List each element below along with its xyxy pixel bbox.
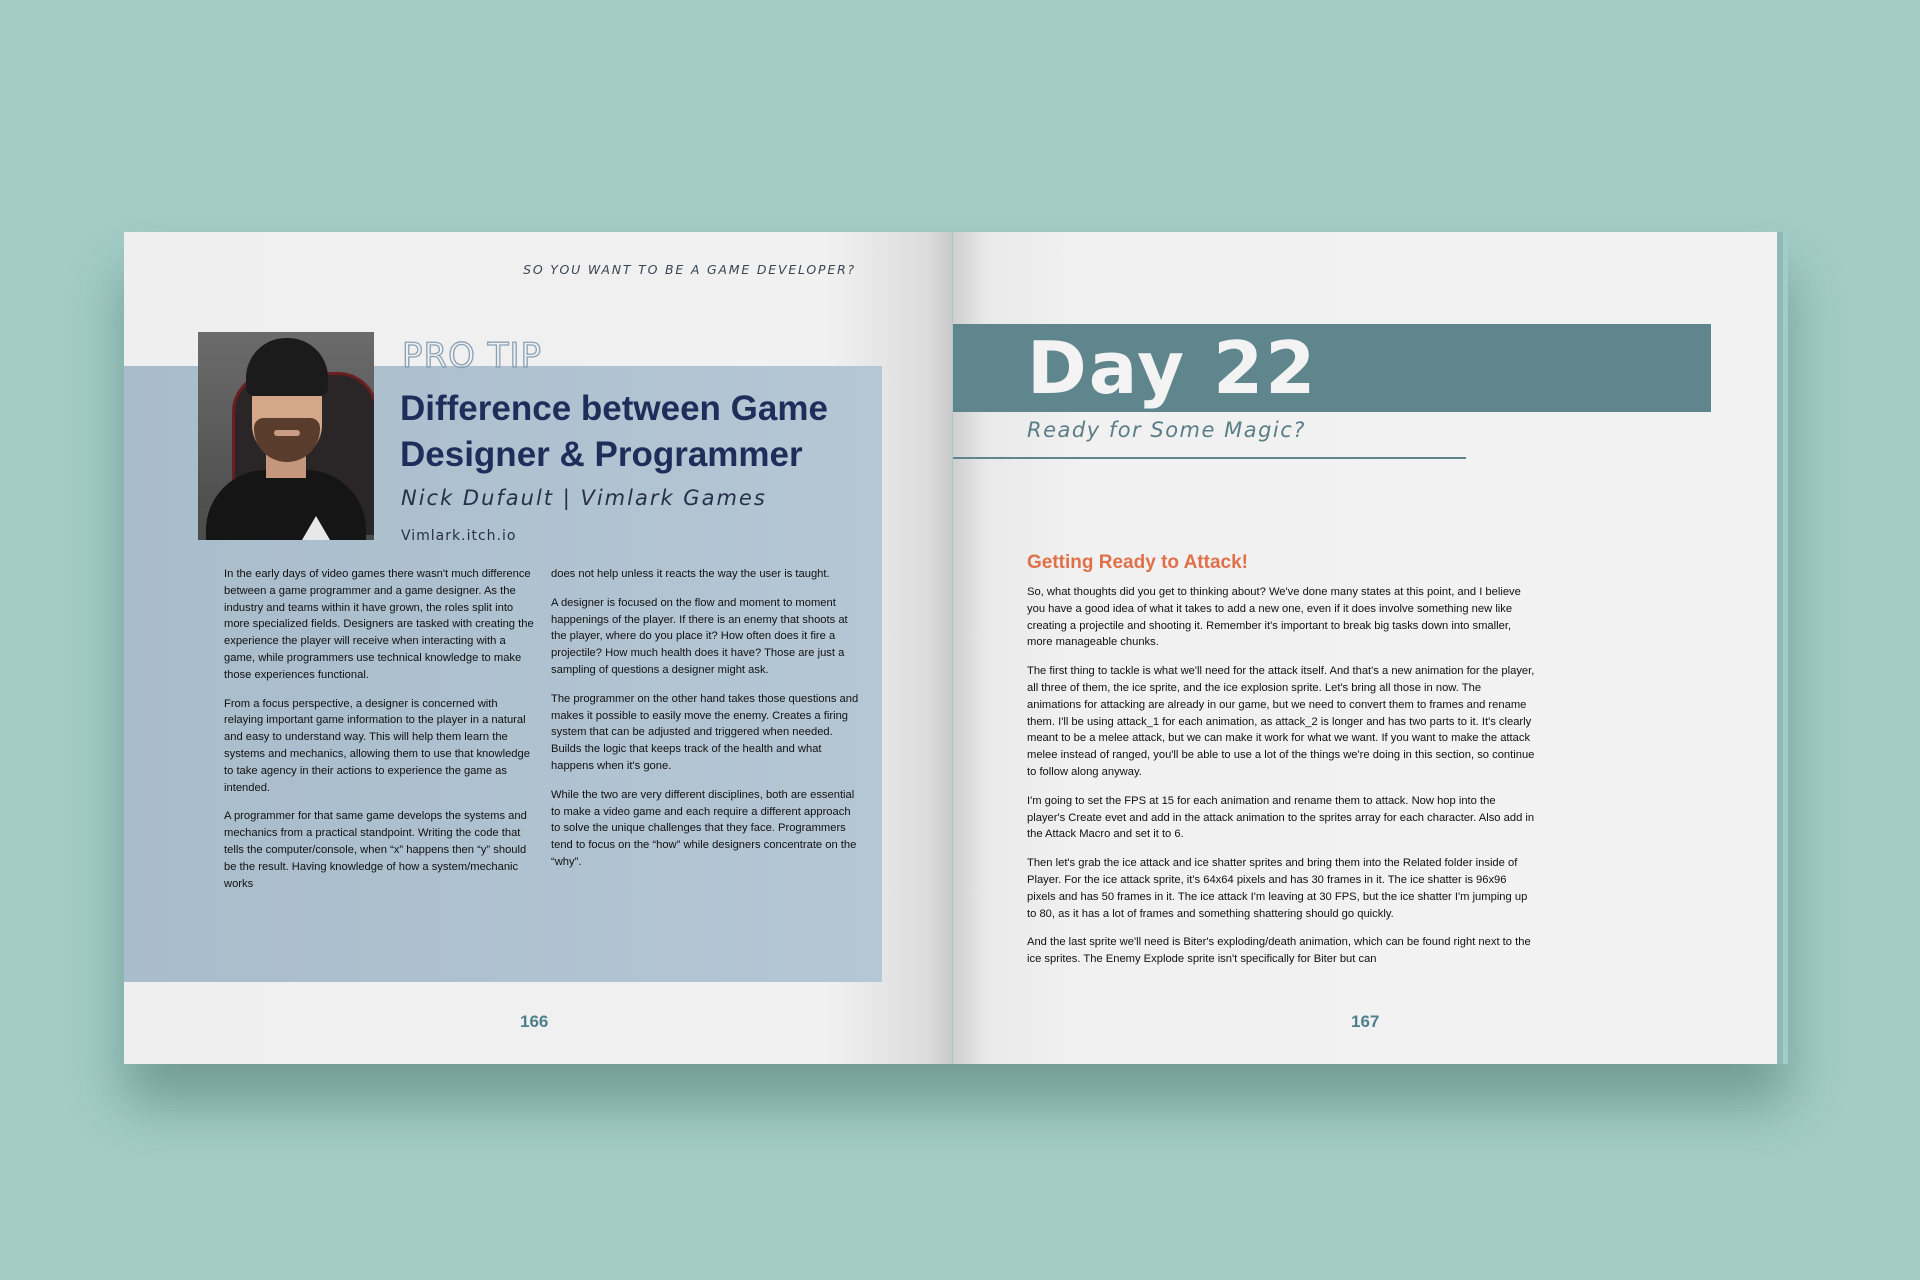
pro-tip-column-1 [224,566,534,904]
paragraph: While the two are very different disciplines, both are essential to make a video game and each require a different approach to solve the unique challenges that they face. Programmers tend to focus on the “how” while designers concentrate on the “why”. [551,788,857,868]
paragraph: In the early days of video games there wasn't much difference between a game programmer and a game designer. As the industry and teams within it have grown, the roles split into more specialized fields. Designers are tasked with creating the experience the player will receive when interacting with a game, while programmers use technical knowledge to make those experiences functional. [224,568,534,681]
paragraph: A designer is focused on the flow and moment to moment happenings of the player. If there is an enemy that shoots at the player, where do you place it? How often does it fire a projectile? How much health does it have? Those are just a sampling of questions a designer might ask. [551,596,848,676]
subtitle-rule [953,457,1466,459]
author-photo [198,332,374,540]
shirt-logo-icon [302,516,330,540]
day-subtitle: Ready for Some Magic? [1027,418,1306,442]
pro-tip-url: Vimlark.itch.io [401,528,517,544]
paragraph: The programmer on the other hand takes those questions and makes it possible to easily move the enemy. Creates a firing system that can be adjusted and triggered when needed. Builds the logic that keeps track of the health and what happens when it's gone. [551,692,859,772]
paragraph: I'm going to set the FPS at 15 for each animation and rename them to attack. Now hop into the player's Create evet and add in the attack animation to the sprites array for each character. Also add in the Attack Macro and set it to 6. [1027,794,1535,841]
running-head: SO YOU WANT TO BE A GAME DEVELOPER? [523,262,856,277]
day-title: Day 22 [1027,326,1318,410]
paragraph: So, what thoughts did you get to thinking about? We've done many states at this point, and I believe you have a good idea of what it takes to add a new one, even if it does involve something new like creating a projectile and shooting it. Remember it's important to break big tasks down into smaller, more manageable chunks. [1027,586,1521,649]
page-number-right: 167 [1351,1012,1380,1031]
paragraph: The first thing to tackle is what we'll need for the attack itself. And that's a new animation for the player, all three of them, the ice sprite, and the ice explosion sprite. Let's bring all those in now. The animations for attacking are already in our game, but we need to convert them to frames and rename them. I'll be using attack_1 for each animation, as attack_2 is longer and has two parts to it. It's clearly meant to be a melee attack, but we can make it work for what we want. If you want to make the attack melee instead of ranged, you'll be able to use a lot of the things we're doing in this section, so continue to follow along anyway. [1027,665,1535,778]
paragraph: From a focus perspective, a designer is concerned with relaying important game information to the player in a natural and easy to understand way. This will help them learn the systems and mechanics, allowing them to use that knowledge to take agency in their actions to experience the game as intended. [224,697,530,794]
pro-tip-author: Nick Dufault | Vimlark Games [401,486,767,510]
paragraph: And the last sprite we'll need is Biter's exploding/death animation, which can be found right next to the ice sprites. The Enemy Explode sprite isn't specifically for Biter but can [1027,936,1531,966]
paragraph: does not help unless it reacts the way the user is taught. [551,568,830,580]
pro-tip-label: PRO TIP [402,336,542,376]
pro-tip-title: Difference between Game Designer & Programmer [400,389,828,474]
section-heading: Getting Ready to Attack! [1027,552,1248,573]
right-page [953,232,1783,1064]
page-number-left: 166 [520,1012,549,1031]
pro-tip-column-2 [551,566,861,883]
chapter-body [1027,584,1535,980]
left-page [124,232,952,1064]
paragraph: A programmer for that same game develops the systems and mechanics from a practical standpoint. Writing the code that tells the computer/console, when “x” happens then “y” should be the result. Having knowledge of how a system/mechanic works [224,810,527,890]
paragraph: Then let's grab the ice attack and ice shatter sprites and bring them into the Related folder inside of Player. For the ice attack sprite, it's 64x64 pixels and has 30 frames in it. The ice shatter is 96x96 pixels and has 50 frames in it. The ice attack I'm leaving at 30 FPS, but the ice shatter I'm jumping up to 80, as it has a lot of frames and something shattering should go quickly. [1027,857,1528,920]
